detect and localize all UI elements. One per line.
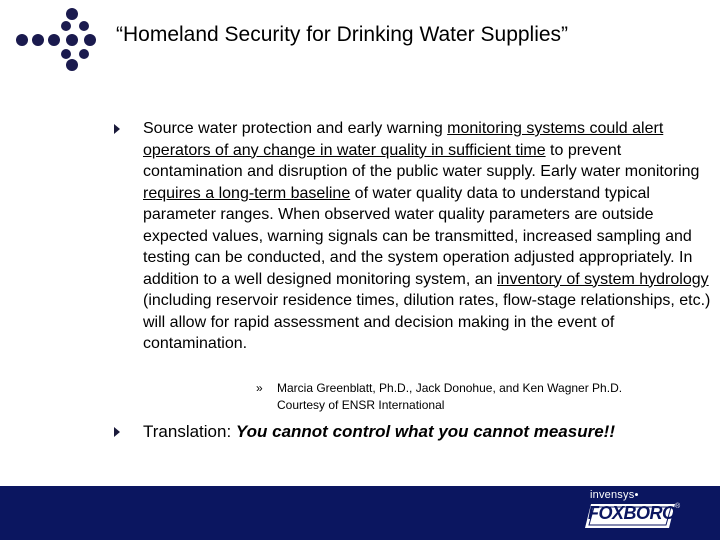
slide-title: “Homeland Security for Drinking Water Supplies” [116, 23, 569, 46]
dot [84, 34, 96, 46]
dot [48, 34, 60, 46]
bullet-arrow-icon [114, 124, 120, 134]
registered-mark: ® [675, 503, 681, 510]
brand-dot: ● [634, 491, 639, 499]
dot [79, 49, 89, 59]
decorative-dots-icon [0, 0, 110, 80]
underlined-phrase: inventory of system hydrology [496, 270, 709, 288]
underlined-phrase: monitoring systems could alert operators of any change in water quality in sufficient time [143, 120, 664, 159]
translation-emphasis: You cannot control what you cannot measure!! [235, 422, 615, 441]
dot [66, 59, 78, 71]
underlined-phrase: requires a long-term baseline [143, 184, 351, 202]
body-text: Source water protection and early warning [143, 120, 448, 137]
attribution [256, 380, 622, 414]
dot [66, 8, 78, 20]
attribution-authors: Marcia Greenblatt, Ph.D., Jack Donohue, and Ken Wagner Ph.D. [277, 381, 623, 395]
dot [66, 34, 78, 46]
translation-line [143, 421, 715, 443]
foxboro-logo-text: FOXBORO [588, 503, 676, 523]
bullet-arrow-icon [114, 427, 120, 437]
attribution-marker: » [256, 381, 263, 395]
brand-name: invensys [590, 489, 635, 501]
body-text: (including reservoir residence times, dilution rates, flow-stage relationships, etc.) will allow for rapid assessment and decision making in the event of contamination. [143, 292, 711, 352]
attribution-source: Courtesy of ENSR International [277, 398, 445, 412]
invensys-logo [590, 489, 639, 501]
body-text: to prevent contamination and disruption of the public water supply. Early water monitoring [143, 141, 700, 180]
dot [16, 34, 28, 46]
body-paragraph [143, 118, 715, 355]
translation-label: Translation: [143, 422, 236, 441]
dot [61, 49, 71, 59]
dot [32, 34, 44, 46]
dot [61, 21, 71, 31]
body-text: of water quality data to understand typical parameter ranges. When observed water quality parameters are outside expected values, warning signals can be transmitted, increased sampling and testing can be conducted, and the system operation adjusted appropriately. In addition to a well designed monitoring system, an [143, 184, 693, 288]
dot [79, 21, 89, 31]
